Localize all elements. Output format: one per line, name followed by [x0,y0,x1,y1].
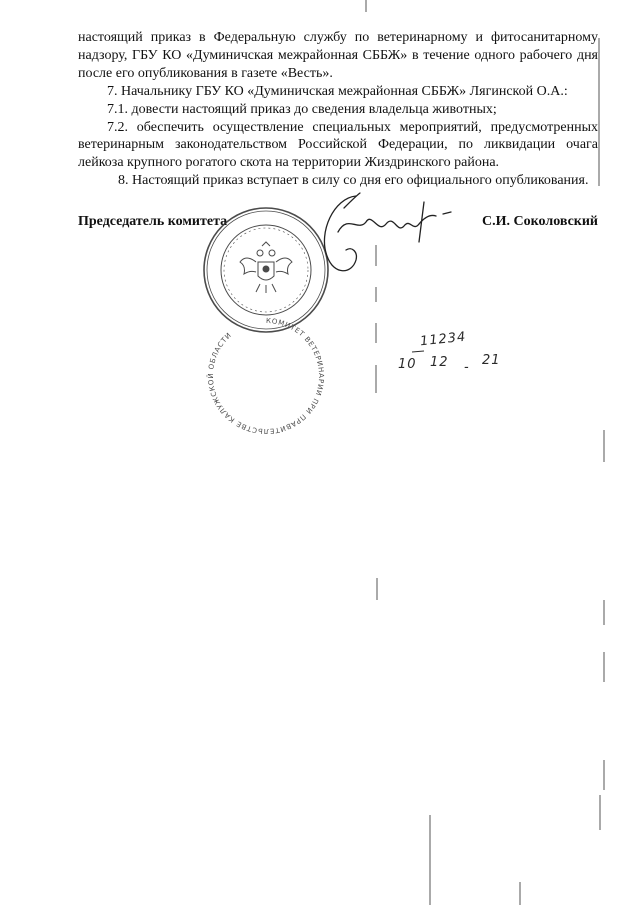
text-line: 8. Настоящий приказ вступает в силу со дня его официального опубликования. [118,173,589,189]
text-line: ветеринарным законодательством Российской Федерации, по ликвидации очага [78,137,598,153]
signatory-name: С.И. Соколовский [482,214,598,229]
stamp-emblem [240,242,292,293]
stamp-inner-dotted-ring [224,228,308,312]
signature-stroke [344,193,360,208]
date-month: 12 [430,355,449,370]
registration-number: 11234 [419,329,468,350]
text-line: настоящий приказ в Федеральную службу по ветеринарному и фитосанитарному [78,30,598,45]
paragraph-continuation [78,29,598,83]
text-line: 7. Начальнику ГБУ КО «Думиничская межрайонная СББЖ» Лягинской О.А.: [107,83,568,99]
signature-stroke [419,202,424,242]
item-7 [78,83,598,101]
item-7-1 [78,101,598,119]
document-body [78,29,598,190]
signature-loop [324,196,356,271]
signatory-position: Председатель комитета [78,214,228,229]
signature-stroke [338,219,419,232]
emblem-right-wing [276,258,292,274]
emblem-claws [256,284,276,293]
item-8 [78,172,598,190]
stamp [204,208,328,435]
date-separator: - [464,360,470,375]
text-line: лейкоза крупного рогатого скота на территории Жиздринского района. [78,155,500,171]
signature-stroke [443,212,451,214]
emblem-left-wing [240,258,256,274]
date-year: 21 [482,353,501,368]
text-line: 7.2. обеспечить осуществление специальных мероприятий, предусмотренных [107,119,598,135]
stamp-inner-ring [221,225,311,315]
signature [324,193,451,271]
emblem-right-head [269,250,275,256]
handwritten-marks [412,351,424,352]
stamp-ring-text [206,317,325,435]
emblem-left-head [257,250,263,256]
text-line: надзору, ГБУ КО «Думиничская межрайонная СББЖ» в течение одного рабочего дня [78,47,598,63]
signature-stroke [419,215,436,224]
stamp-ring-textpath: КОМИТЕТ ВЕТЕРИНАРИИ ПРИ ПРАВИТЕЛЬСТВЕ КАЛУЖСКОЙ ОБЛАСТИ [206,316,326,436]
date-day: 10 [398,357,417,372]
number-underline [412,351,424,352]
item-7-2 [78,119,598,173]
text-line: после его опубликования в газете «Весть». [78,65,333,81]
emblem-shield [258,262,274,280]
text-line: 7.1. довести настоящий приказ до сведения владельца животных; [107,101,497,117]
emblem-crown [262,242,270,246]
emblem-center [263,266,269,272]
